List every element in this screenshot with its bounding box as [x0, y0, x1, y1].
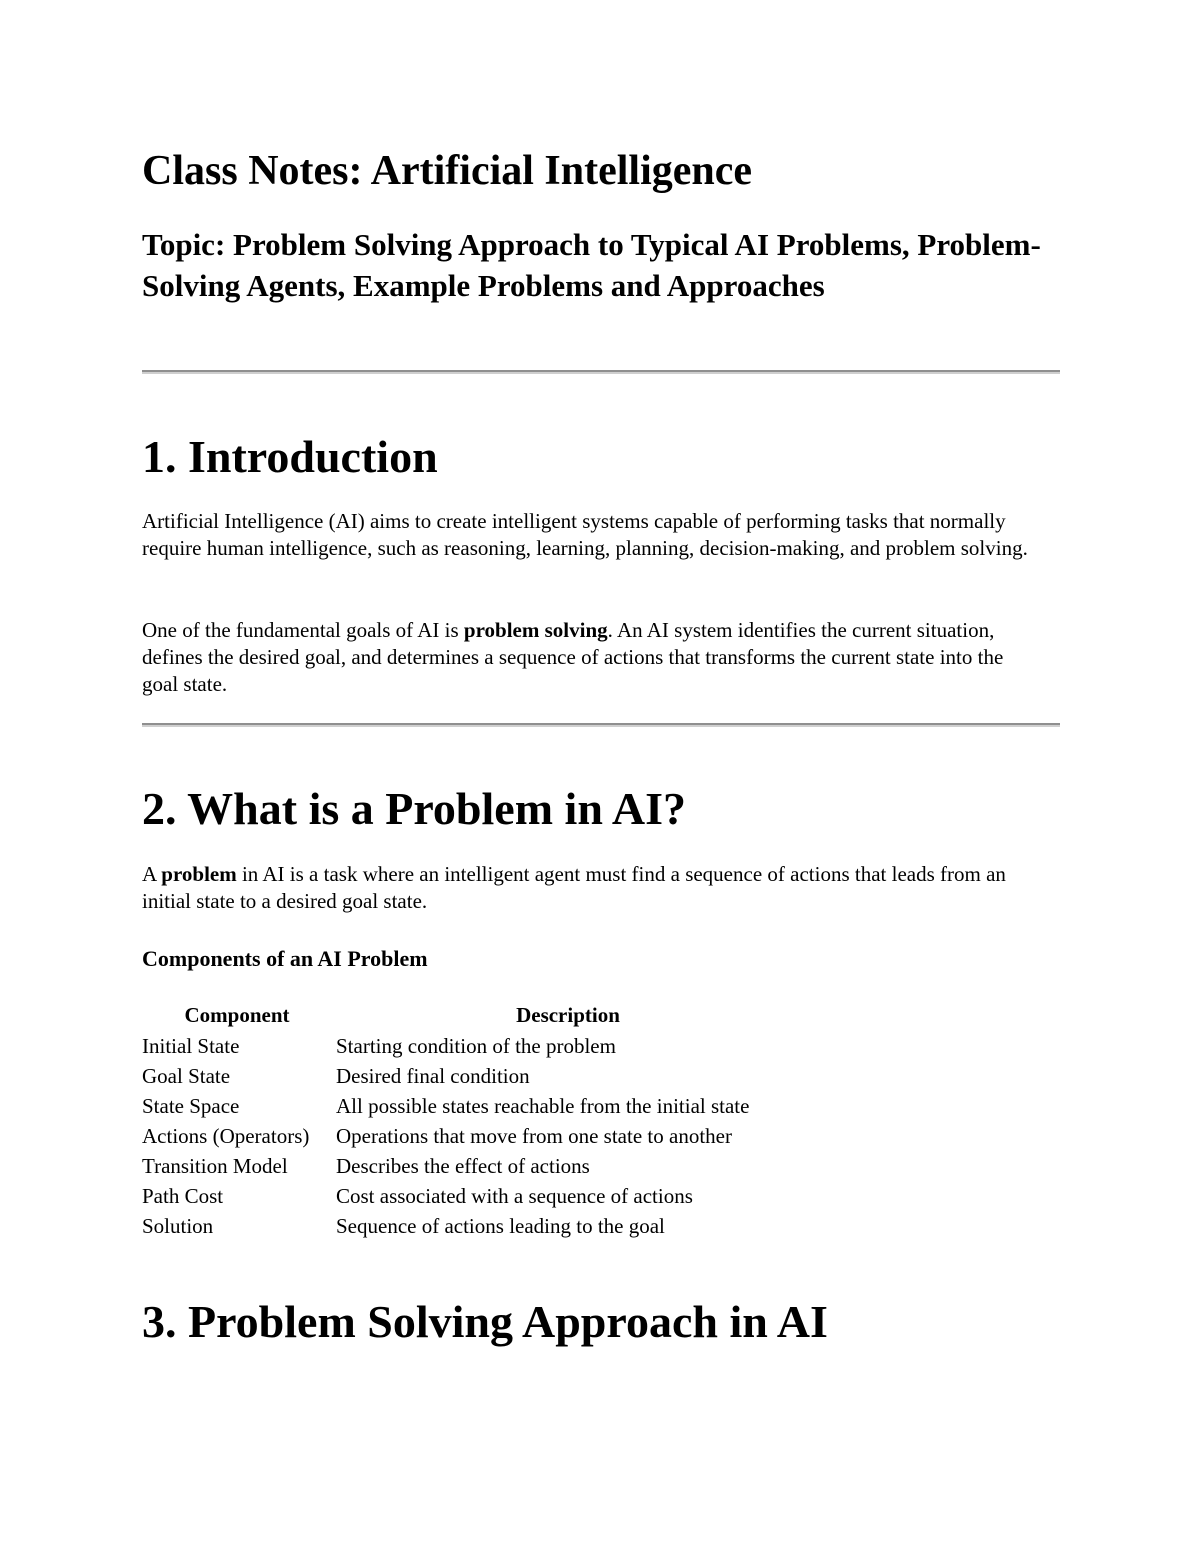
- intro-paragraph-2: [142, 617, 1042, 698]
- table-row: [140, 1031, 802, 1061]
- table-cell-description: Operations that move from one state to another: [336, 1124, 732, 1148]
- intro-paragraph-1: Artificial Intelligence (AI) aims to create intelligent systems capable of performing tasks that normally require human intelligence, such as reasoning, learning, planning, decision-making, and problem solving.: [142, 509, 1028, 560]
- table-cell-description: Starting condition of the problem: [336, 1034, 616, 1058]
- table-cell-component: Initial State: [142, 1034, 240, 1058]
- table-row: [140, 1061, 802, 1091]
- problem-definition-paragraph: [142, 861, 1042, 915]
- table-cell-description: Cost associated with a sequence of actions: [336, 1184, 693, 1208]
- paragraph-text: A: [142, 862, 162, 886]
- table-cell-component: State Space: [142, 1094, 240, 1118]
- column-header-component: Component: [184, 1003, 290, 1027]
- table-cell-component: Goal State: [142, 1064, 231, 1088]
- components-subheading: Components of an AI Problem: [142, 946, 428, 971]
- bold-term: problem: [161, 862, 237, 886]
- table-cell-component: Actions (Operators): [142, 1124, 310, 1148]
- table-header-row: [140, 1000, 802, 1031]
- table-cell-description: Sequence of actions leading to the goal: [336, 1214, 665, 1238]
- document-topic: Topic: Problem Solving Approach to Typical AI Problems, Problem-Solving Agents, Example Problems and Approaches: [142, 227, 1041, 303]
- document-title: Class Notes: Artificial Intelligence: [142, 148, 753, 194]
- paragraph-text: in AI is a task where an intelligent agent must find a sequence of actions that leads from an initial state to a desired goal state.: [142, 862, 1006, 913]
- table-row: [140, 1151, 802, 1181]
- table-row: [140, 1211, 802, 1241]
- table-cell-description: Describes the effect of actions: [336, 1154, 590, 1178]
- table-row: [140, 1181, 802, 1211]
- paragraph-text: . An AI system identifies the current situation, defines the desired goal, and determines a sequence of actions that transforms the current state into the goal state.: [142, 618, 1004, 696]
- table-row: [140, 1091, 802, 1121]
- table-cell-component: Solution: [142, 1214, 214, 1238]
- section-heading-what-is-a-problem: 2. What is a Problem in AI?: [142, 783, 686, 834]
- section-heading-problem-solving-approach: 3. Problem Solving Approach in AI: [142, 1296, 828, 1347]
- paragraph-text: One of the fundamental goals of AI is: [142, 618, 464, 642]
- table-row: [140, 1121, 802, 1151]
- horizontal-divider: [142, 370, 1060, 374]
- horizontal-divider: [142, 723, 1060, 727]
- section-heading-introduction: 1. Introduction: [142, 431, 438, 482]
- table-cell-description: All possible states reachable from the initial state: [336, 1094, 750, 1118]
- table-cell-description: Desired final condition: [336, 1064, 530, 1088]
- table-cell-component: Transition Model: [142, 1154, 288, 1178]
- bold-term: problem solving: [463, 618, 608, 642]
- column-header-description: Description: [516, 1003, 620, 1027]
- table-cell-component: Path Cost: [142, 1184, 224, 1208]
- components-table: [140, 1000, 802, 1241]
